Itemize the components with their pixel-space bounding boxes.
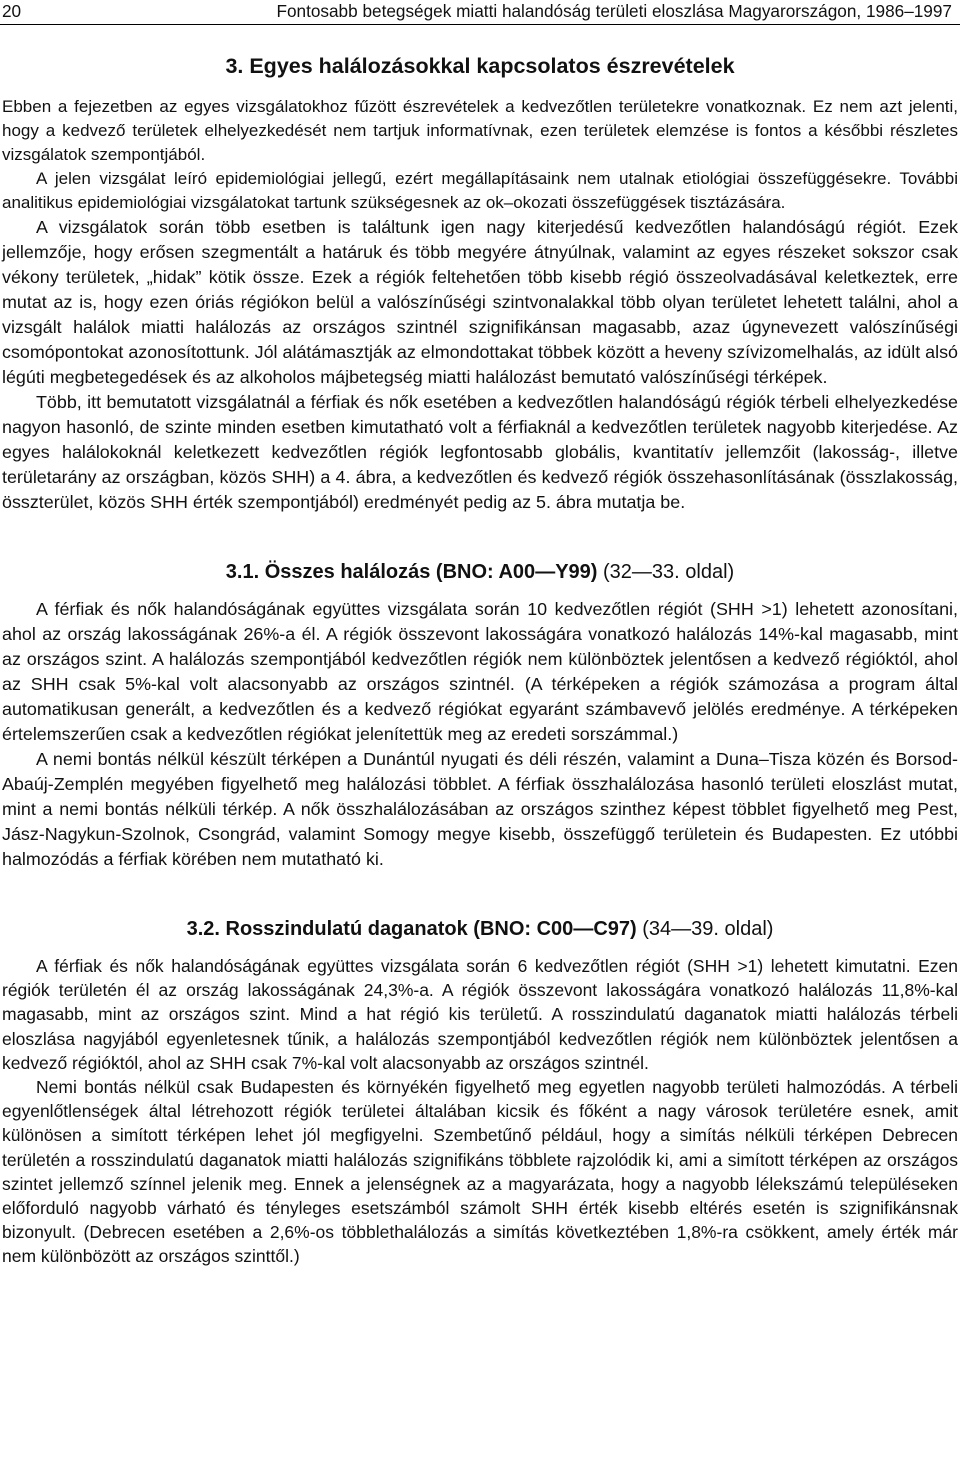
section-body <box>0 215 960 515</box>
section-intro <box>0 95 960 215</box>
paragraph: Nemi bontás nélkül csak Budapesten és környékén figyelhető meg egyetlen nagyobb területi halmozódás. A térbeli egyenlőtlenségek által létrehozott régiók területei általában kicsik és főként a nagy városok területére esnek, amit különösen a simított térképen lehet jól megfigyelni. Szembetűnő például, hogy a simítás nélküli térképen Debrecen területén a rosszindulatú daganatok miatti halálozás szignifikáns többlete rajzolódik ki, ami a simított térképen az országos szintet jellemző színnel jelenik meg. Ennek a jelenségnek az a magyarázata, hogy a nagyobb lélekszámú településeken előforduló nagyobb várható és tényleges esetszámból számolt SHH érték kisebb eltérés esetén is szignifikánsnak bizonyult. (Debrecen esetében a 2,6%-os többlethalálozás a simítás következtében 1,8%-ra csökkent, amely érték már nem különbözött az országos szinttől.) <box>2 1077 958 1267</box>
subsection-3-2-body <box>0 954 960 1269</box>
paragraph: A jelen vizsgálat leíró epidemiológiai jellegű, ezért megállapításaink nem utalnak etiológiai összefüggésekre. További analitikus epidemiológiai vizsgálatokat tartunk szükségesnek az ok–okozati összefüggések tisztázására. <box>2 169 958 212</box>
page-header <box>0 0 960 25</box>
running-title: Fontosabb betegségek miatti halandóság területi eloszlása Magyarországon, 1986–1997 <box>276 1 952 21</box>
subsection-title-3-1: 3.1. Összes halálozás (BNO: A00—Y99) (32—33. oldal) <box>225 561 735 583</box>
paragraph: Több, itt bemutatott vizsgálatnál a férfiak és nők esetében a kedvezőtlen halandóságú régiók térbeli elhelyezkedése nagyon hasonló, de szinte minden esetben kimutatható volt a férfiaknál a kedvezőtlen területek nagyobb kiterjedése. Az egyes halálokoknál keletkezett kedvezőtlen régiók legfontosabb globális, kvantitatív jellemzőit (lakosság-, illetve területarány az országban, közös SHH) a 4. ábra, a kedvezőtlen és kedvező régiók összehasonlításának (összlakosság, összterület, közös SHH érték szempontjából) eredményét pedig az 5. ábra mutatja be. <box>2 392 958 512</box>
paragraph: A férfiak és nők halandóságának együttes vizsgálata során 10 kedvezőtlen régiót (SHH >1) lehetett azonosítani, ahol az ország lakosságának 26%-a él. A régiók összevont lakosságára vonatkozó halálozás 14%-kal magasabb, mint az országos szint. A halálozás szempontjából kedvezőtlen régiók nem különböztek jelentősen a kedvező régióktól, ahol az SHH csak 5%-kal volt alacsonyabb az országos szintnél. (A térképeken a régiók számozása a program által automatikusan generált, a kedvezőtlen és a kedvező régiókat egyaránt számbavevő jelölés eredménye. A térképeken értelemszerűen csak a kedvezőtlen régiókat jelenítettük meg az eredeti sorszámmal.) <box>2 599 958 744</box>
page-number: 20 <box>2 1 22 21</box>
paragraph: A vizsgálatok során több esetben is találtunk igen nagy kiterjedésű kedvezőtlen halandóságú régiót. Ezek jellemzője, hogy erősen szegmentált a határuk és több megyére átnyúlnak, valamint az egyes részeket sokszor csak vékony területek, „hidak” kötik össze. Ezek a régiók feltehetően több kisebb régió összeolvadásával keletkeztek, erre mutat az is, hogy ezen óriás régiókon belül a valószínűségi szintvonalakkal több olyan területet lehetett találni, ahol a vizsgált halálok miatti halálozás az országos szintnél szignifikánsan magasabb, azaz úgynevezett valószínűségi csomópontokat azonosítottunk. Jól alátámasztják az elmondottakat többek között a heveny szívizomelhalás, az idült alsó légúti megbetegedések és az alkoholos májbetegség miatti halálozást bemutató valószínűségi térképek. <box>2 217 958 387</box>
subsection-3-1-body <box>0 597 960 872</box>
paragraph: A nemi bontás nélkül készült térképen a Dunántúl nyugati és déli részén, valamint a Duna–Tisza közén és Borsod-Abaúj-Zemplén megyében figyelhető meg halálozási többlet. A férfiak összhalálozása hasonló területi eloszlást mutat, mint a nemi bontás nélküli térkép. A nők összhalálozásában az országos szinthez képest többlet figyelhető meg Pest, Jász-Nagykun-Szolnok, Csongrád, valamint Somogy megye kisebb, összefüggő területein és Budapesten. Ez utóbbi halmozódás a férfiak körében nem mutatható ki. <box>2 749 958 869</box>
section-title: 3. Egyes halálozásokkal kapcsolatos észrevételek <box>225 54 735 78</box>
paragraph: Ebben a fejezetben az egyes vizsgálatokhoz fűzött észrevételek a kedvezőtlen területekre vonatkoznak. Ez nem azt jelenti, hogy a kedvező területek elhelyezkedését nem tartjuk informatívnak, ezen területek elemzése is fontos a későbbi részletes vizsgálatok szempontjából. <box>2 97 958 164</box>
paragraph: A férfiak és nők halandóságának együttes vizsgálata során 6 kedvezőtlen régiót (SHH >1) lehetett kimutatni. Ezen régiók területén él az ország lakosságának 24,3%-a. A régiók összevont lakosságára vonatkozó halálozás 11,8%-kal magasabb, mint az országos szint. Mind a hat régió kis területű. A rosszindulatú daganatok miatti halálozás térbeli eloszlása nagyjából egyenletesnek tűnik, a halálozás szempontjából kedvezőtlen régiók nem különböztek jelentősen a kedvező régióktól, ahol az SHH csak 7%-kal volt alacsonyabb az országos szintnél. <box>2 956 958 1073</box>
subsection-title-3-2: 3.2. Rosszindulatú daganatok (BNO: C00—C97) (34—39. oldal) <box>186 918 774 940</box>
